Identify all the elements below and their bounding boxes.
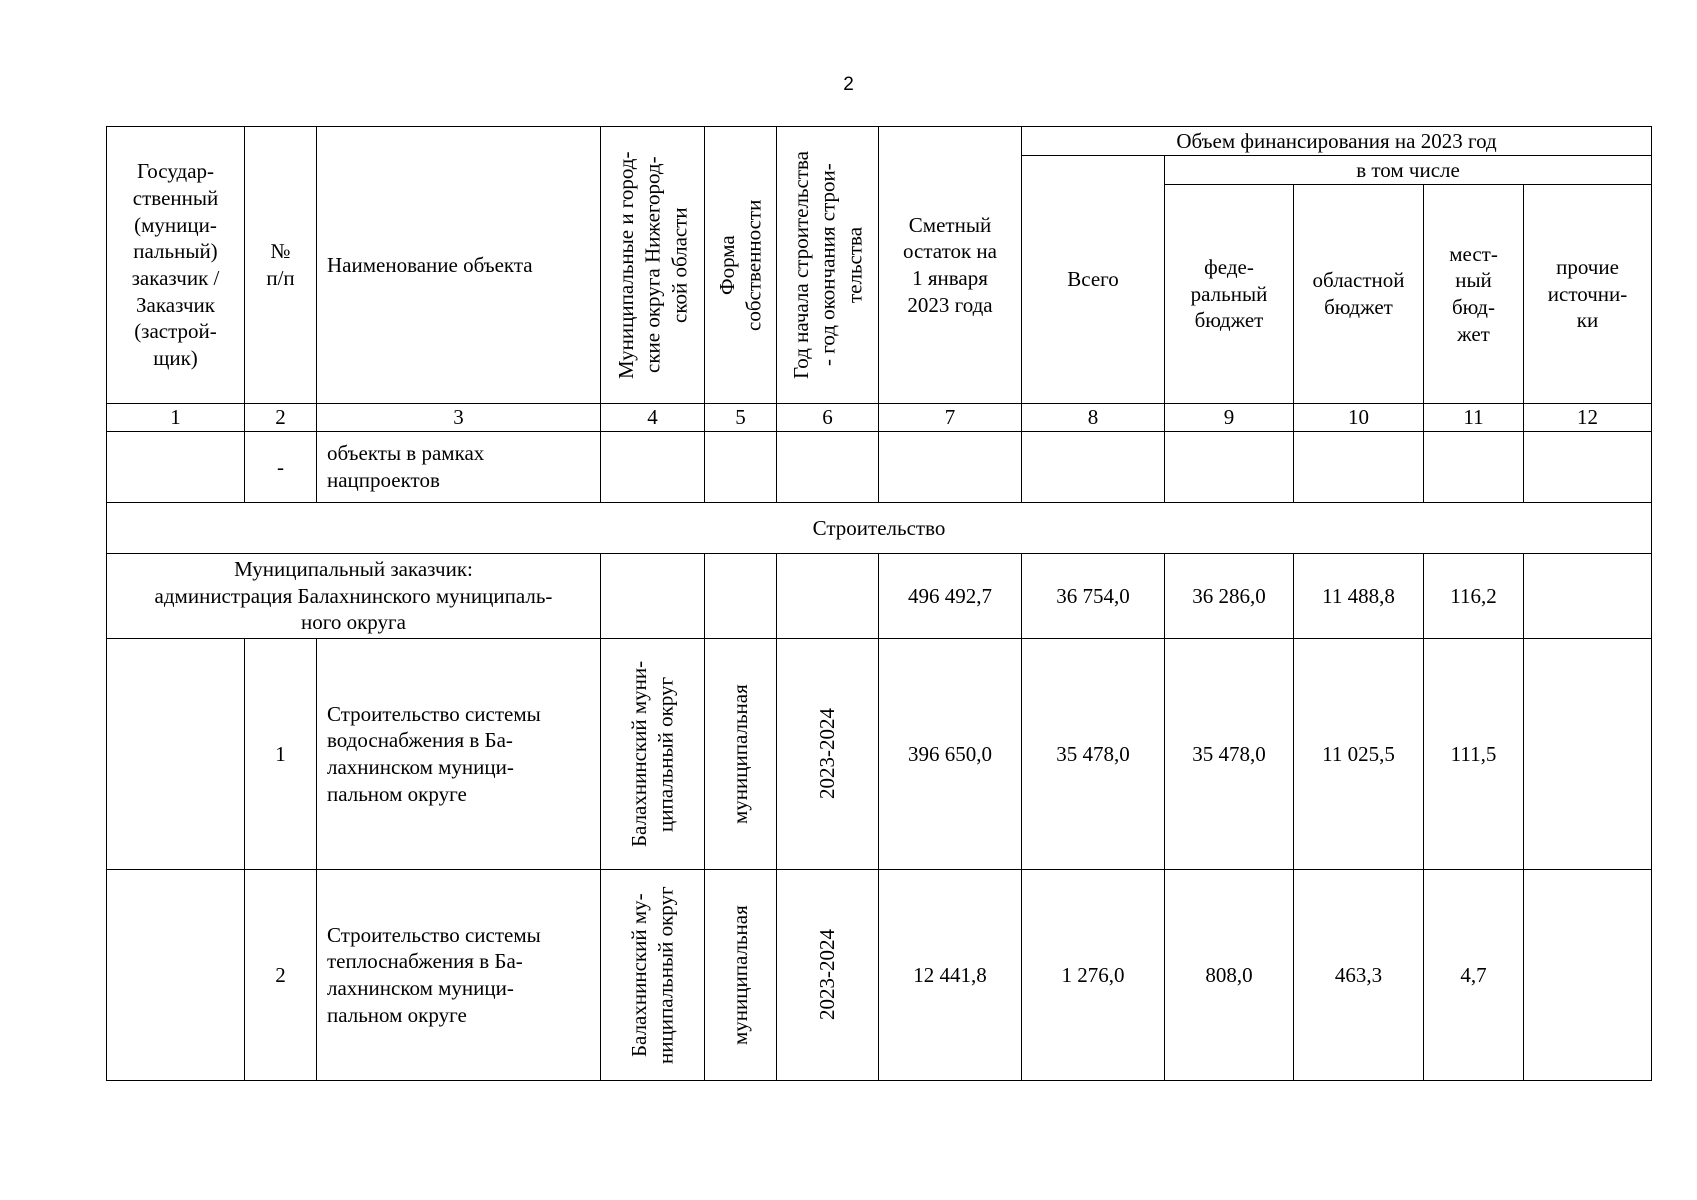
header-row-1 [107, 127, 1652, 156]
customer-regional: 11 488,8 [1294, 554, 1424, 639]
table-row [107, 870, 1652, 1081]
item-regional: 463,3 [1294, 870, 1424, 1081]
customer-name: Муниципальный заказчик: администрация Балахнинского муниципаль- ного округа [107, 554, 601, 639]
item-district [601, 639, 705, 870]
item-years [777, 870, 879, 1081]
header-districts [601, 127, 705, 404]
cell-empty [1424, 432, 1524, 503]
item-district-text: Балахнинский му- ниципальный округ [626, 886, 678, 1064]
column-number: 7 [879, 404, 1022, 432]
national-projects-num: - [245, 432, 317, 503]
cell-empty [107, 870, 245, 1081]
customer-row [107, 554, 1652, 639]
section-row [107, 503, 1652, 554]
column-number: 2 [245, 404, 317, 432]
cell-empty [879, 432, 1022, 503]
cell-empty [1524, 639, 1652, 870]
item-regional: 11 025,5 [1294, 639, 1424, 870]
item-name: Строительство системы теплоснабжения в Ба- лахнинском муници- пальном округе [317, 870, 601, 1081]
item-years [777, 639, 879, 870]
header-funding: Объем финансирования на 2023 год [1022, 127, 1652, 156]
item-name: Строительство системы водоснабжения в Ба- лахнинском муници- пальном округе [317, 639, 601, 870]
header-customer: Государ- ственный (муници- пальный) заказчик / Заказчик (застрой- щик) [107, 127, 245, 404]
customer-local: 116,2 [1424, 554, 1524, 639]
column-number: 3 [317, 404, 601, 432]
item-num: 1 [245, 639, 317, 870]
item-years-text: 2023-2024 [815, 929, 840, 1021]
item-federal: 35 478,0 [1165, 639, 1294, 870]
item-federal: 808,0 [1165, 870, 1294, 1081]
item-total: 1 276,0 [1022, 870, 1165, 1081]
header-ownership [705, 127, 777, 404]
header-federal: феде- ральный бюджет [1165, 185, 1294, 404]
cell-empty [1165, 432, 1294, 503]
customer-balance: 496 492,7 [879, 554, 1022, 639]
header-other: прочие источни- ки [1524, 185, 1652, 404]
header-including: в том числе [1165, 156, 1652, 185]
column-number: 5 [705, 404, 777, 432]
cell-empty [1524, 870, 1652, 1081]
customer-total: 36 754,0 [1022, 554, 1165, 639]
cell-empty [1294, 432, 1424, 503]
item-district-text: Балахнинский муни- ципальный округ [626, 660, 678, 848]
page-number: 2 [843, 74, 854, 95]
cell-empty [1524, 432, 1652, 503]
cell-empty [1524, 554, 1652, 639]
header-districts-text: Муниципальные и город- ские округа Нижегород- ской области [613, 151, 691, 379]
financing-table [106, 126, 1652, 1081]
cell-empty [777, 554, 879, 639]
cell-empty [601, 554, 705, 639]
item-years-text: 2023-2024 [815, 708, 840, 800]
column-number: 1 [107, 404, 245, 432]
cell-empty [1022, 432, 1165, 503]
cell-empty [705, 554, 777, 639]
header-ownership-text: Форма собственности [714, 199, 766, 331]
header-balance: Сметный остаток на 1 января 2023 года [879, 127, 1022, 404]
item-balance: 12 441,8 [879, 870, 1022, 1081]
section-title: Строительство [107, 503, 1652, 554]
item-local: 111,5 [1424, 639, 1524, 870]
column-number: 12 [1524, 404, 1652, 432]
header-regional: областной бюджет [1294, 185, 1424, 404]
item-ownership-text: муниципальная [728, 684, 753, 824]
header-years-text: Год начала строительства - год окончания строи- тельства [788, 151, 866, 379]
item-num: 2 [245, 870, 317, 1081]
column-number: 4 [601, 404, 705, 432]
item-ownership [705, 639, 777, 870]
customer-federal: 36 286,0 [1165, 554, 1294, 639]
column-number: 10 [1294, 404, 1424, 432]
item-ownership-text: муниципальная [728, 905, 753, 1045]
column-number: 8 [1022, 404, 1165, 432]
cell-empty [705, 432, 777, 503]
national-projects-row [107, 432, 1652, 503]
item-local: 4,7 [1424, 870, 1524, 1081]
cell-empty [107, 639, 245, 870]
column-number: 9 [1165, 404, 1294, 432]
cell-empty [107, 432, 245, 503]
header-local: мест- ный бюд- жет [1424, 185, 1524, 404]
column-number: 11 [1424, 404, 1524, 432]
item-district [601, 870, 705, 1081]
table-row [107, 639, 1652, 870]
national-projects-name: объекты в рамках нацпроектов [317, 432, 601, 503]
header-object-name: Наименование объекта [317, 127, 601, 404]
item-balance: 396 650,0 [879, 639, 1022, 870]
cell-empty [601, 432, 705, 503]
header-num: № п/п [245, 127, 317, 404]
item-total: 35 478,0 [1022, 639, 1165, 870]
header-total: Всего [1022, 156, 1165, 404]
item-ownership [705, 870, 777, 1081]
column-numbers-row [107, 404, 1652, 432]
column-number: 6 [777, 404, 879, 432]
cell-empty [777, 432, 879, 503]
header-years [777, 127, 879, 404]
